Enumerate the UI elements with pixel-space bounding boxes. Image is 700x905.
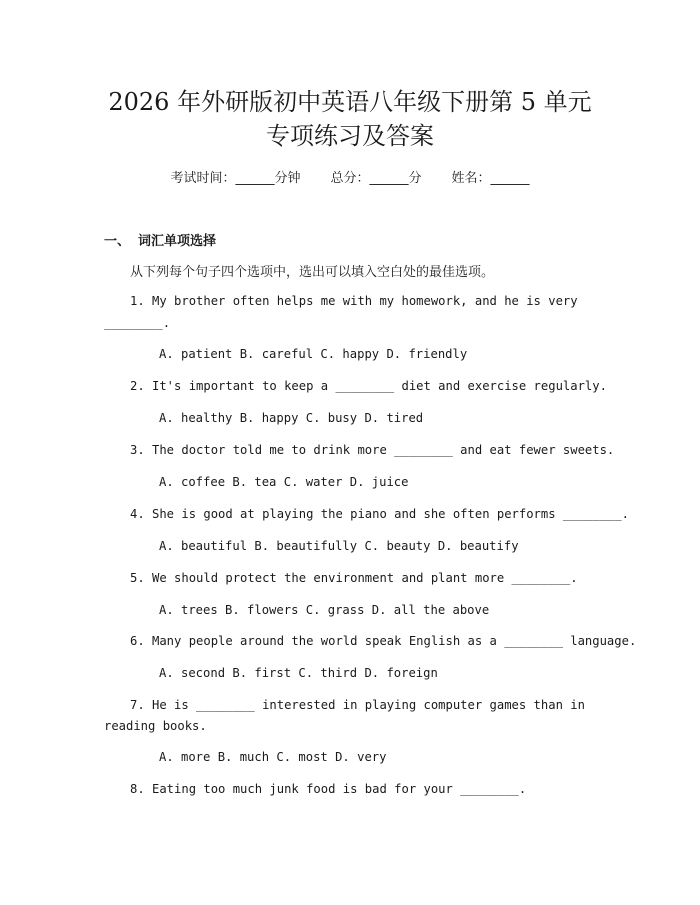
document-title-line-2: 专项练习及答案 xyxy=(266,122,434,150)
question-7-stem: 7. He is ________ interested in playing computer games than in xyxy=(130,698,585,712)
question-2-stem: 2. It's important to keep a ________ diet and exercise regularly. xyxy=(130,379,607,393)
question-6-options: A. second B. first C. third D. foreign xyxy=(159,666,438,680)
question-4-options: A. beautiful B. beautifully C. beauty D. beautify xyxy=(159,539,519,553)
section-instruction: 从下列每个句子四个选项中，选出可以填入空白处的最佳选项。 xyxy=(130,265,495,280)
question-5-options: A. trees B. flowers C. grass D. all the above xyxy=(159,603,490,617)
question-6-stem: 6. Many people around the world speak English as a ________ language. xyxy=(130,634,637,648)
question-3-stem: 3. The doctor told me to drink more ________ and eat fewer sweets. xyxy=(130,443,615,457)
section-heading xyxy=(104,230,216,249)
exam-time-field: 考试时间：______分钟 xyxy=(170,171,301,186)
question-7-options: A. more B. much C. most D. very xyxy=(159,750,387,764)
question-4-stem: 4. She is good at playing the piano and she often performs ________. xyxy=(130,507,629,521)
student-name-field: 姓名：______ xyxy=(451,171,530,186)
question-3-options: A. coffee B. tea C. water D. juice xyxy=(159,475,409,489)
document-title-line-1: 2026 年外研版初中英语八年级下册第 5 单元 xyxy=(108,88,592,116)
question-2-options: A. healthy B. happy C. busy D. tired xyxy=(159,411,424,425)
question-1-stem-continued: ________. xyxy=(104,316,171,330)
question-8-stem: 8. Eating too much junk food is bad for your ________. xyxy=(130,782,527,796)
question-5-stem: 5. We should protect the environment and plant more ________. xyxy=(130,571,578,585)
question-7-stem-continued: reading books. xyxy=(104,719,207,733)
section-title: 词汇单项选择 xyxy=(138,234,217,249)
question-1-options: A. patient B. careful C. happy D. friendly xyxy=(159,347,468,361)
question-1-stem: 1. My brother often helps me with my homework, and he is very xyxy=(130,294,578,308)
total-score-field: 总分：______分 xyxy=(330,171,422,186)
exam-info xyxy=(0,170,700,188)
section-number: 一、 xyxy=(104,234,131,249)
